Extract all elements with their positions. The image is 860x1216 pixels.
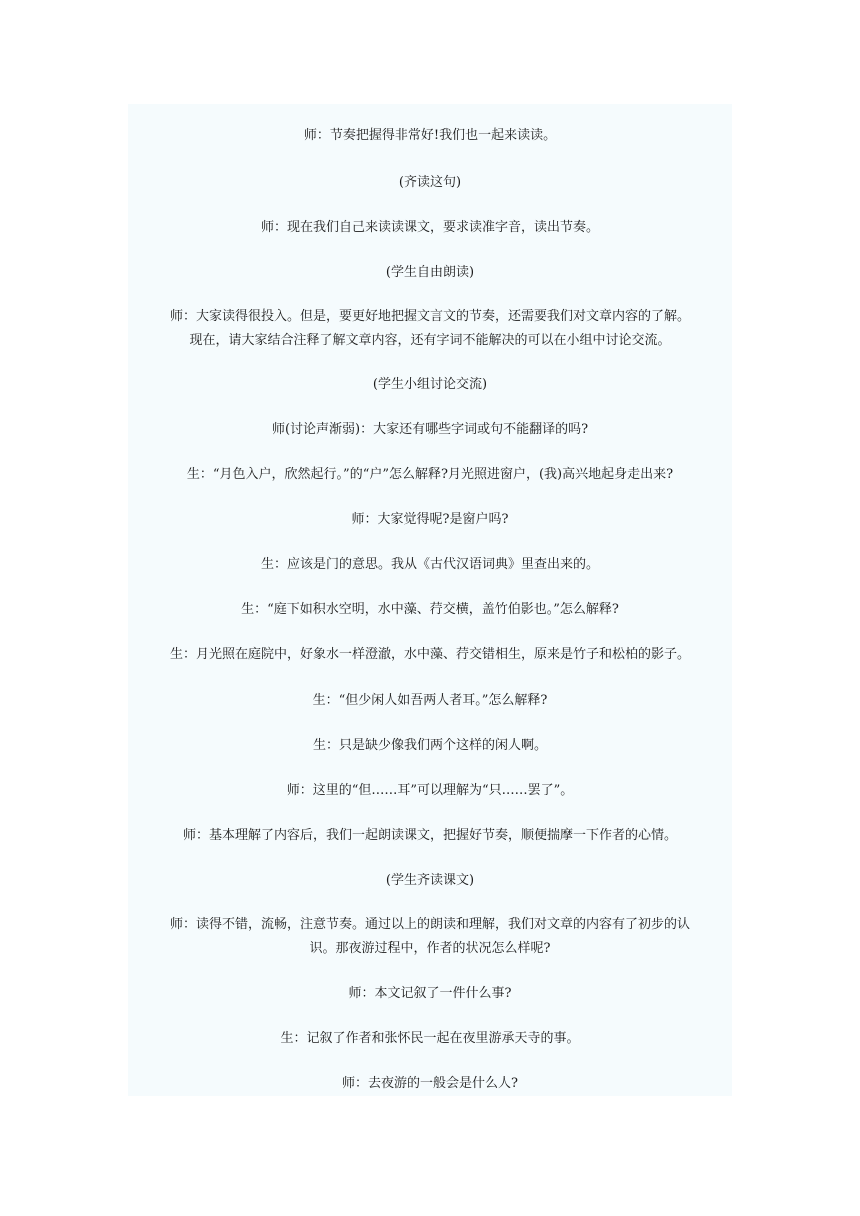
paragraph-line: 生：应该是门的意思。我从《古代汉语词典》里查出来的。	[260, 557, 599, 572]
paragraph-line: (学生自由朗读)	[385, 265, 475, 280]
paragraph-line: 师：去夜游的一般会是什么人?	[342, 1076, 518, 1091]
paragraph-line: 师：大家读得很投入。但是，要更好地把握文言文的节奏，还需要我们对文章内容的了解。	[169, 309, 690, 324]
paragraph-line: 生：月光照在庭院中，好象水一样澄澈，水中藻、荇交错相生，原来是竹子和松柏的影子。	[169, 647, 690, 662]
paragraph-line: 师：本文记叙了一件什么事?	[348, 986, 512, 1001]
paragraph-line: 师：节奏把握得非常好!我们也一起来读读。	[303, 128, 557, 143]
paragraph-line: 师：读得不错，流畅，注意节奏。通过以上的朗读和理解，我们对文章的内容有了初步的认	[169, 917, 690, 932]
document-page	[128, 104, 732, 1096]
paragraph-line: 识。那夜游过程中，作者的状况怎么样呢?	[309, 941, 551, 956]
paragraph-line: (学生齐读课文)	[385, 873, 475, 888]
paragraph	[128, 913, 732, 961]
paragraph-line: 生：“庭下如积水空明，水中藻、荇交横，盖竹伯影也。”怎么解释?	[241, 602, 619, 617]
paragraph-line: 师(讨论声渐弱)：大家还有哪些字词或句不能翻译的吗?	[271, 422, 589, 437]
paragraph-line: 师：大家觉得呢?是窗户吗?	[351, 512, 509, 527]
paragraph-line: 生：“但少闲人如吾两人者耳。”怎么解释?	[312, 693, 548, 708]
paragraph-line: 师：基本理解了内容后，我们一起朗读课文，把握好节奏，顺便揣摩一下作者的心情。	[182, 828, 677, 843]
paragraph-line: 生：记叙了作者和张怀民一起在夜里游承天寺的事。	[280, 1031, 580, 1046]
paragraph-line: (齐读这句)	[398, 175, 462, 190]
paragraph-line: 师：现在我们自己来读读课文，要求读准字音，读出节奏。	[260, 220, 599, 235]
paragraph-line: 现在，请大家结合注释了解文章内容，还有字词不能解决的可以在小组中讨论交流。	[189, 333, 671, 348]
paragraph-line: 生：“月色入户，欣然起行。”的“户”怎么解释?月光照进窗户，(我)高兴地起身走出来?	[186, 467, 674, 482]
paragraph-line: 生：只是缺少像我们两个这样的闲人啊。	[312, 738, 547, 753]
paragraph	[128, 305, 732, 353]
paragraph-line: (学生小组讨论交流)	[372, 377, 488, 392]
paragraph-line: 师：这里的“但……耳”可以理解为“只……罢了”。	[286, 783, 574, 798]
